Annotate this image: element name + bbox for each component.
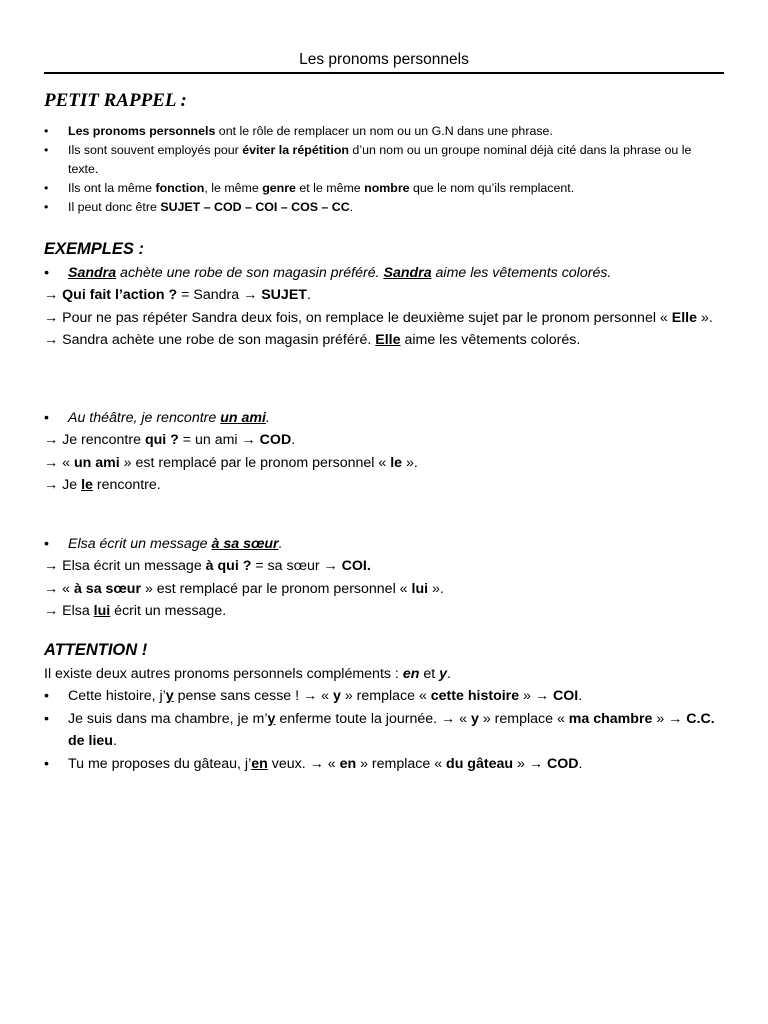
arrow-icon: → — [44, 580, 59, 597]
attention-section — [44, 663, 724, 775]
arrow-icon: → — [44, 454, 59, 471]
rappel-item: • Ils ont la même fonction, le même genre et le même nombre que le nom qu’ils remplacent. — [44, 179, 724, 198]
example-sentence: • Sandra achète une robe de son magasin préféré. Sandra aime les vêtements colorés. — [44, 262, 724, 284]
example-arrow-line: → Sandra achète une robe de son magasin préféré. Elle aime les vêtements colorés. — [44, 332, 581, 349]
title-underline — [44, 72, 724, 74]
arrow-icon: → — [44, 477, 59, 494]
rappel-heading: PETIT RAPPEL : — [44, 90, 187, 111]
example-ami — [44, 407, 724, 497]
example-arrow-line: → « un ami » est remplacé par le pronom personnel « le ». — [44, 454, 418, 471]
example-sandra — [44, 262, 724, 352]
arrow-icon: → — [243, 287, 258, 304]
example-arrow-line: → Elsa lui écrit un message. — [44, 603, 227, 620]
arrow-icon: → — [534, 688, 550, 705]
arrow-icon: → — [44, 558, 59, 575]
example-sentence: • Elsa écrit un message à sa sœur. — [44, 533, 724, 555]
arrow-icon: → — [44, 287, 59, 304]
attention-heading: ATTENTION ! — [44, 641, 148, 659]
exemples-heading: EXEMPLES : — [44, 240, 144, 258]
arrow-icon: → — [441, 710, 456, 727]
example-arrow-line: → « à sa sœur » est remplacé par le pronom personnel « lui ». — [44, 580, 444, 597]
example-arrow-line: → Pour ne pas répéter Sandra deux fois, on remplace le deuxième sujet par le pronom personnel « Elle ». — [44, 309, 713, 326]
arrow-icon: → — [44, 332, 59, 349]
attention-item: • Je suis dans ma chambre, je m’y enferme toute la journée. → « y » remplace « ma chambre » → C.C. de lieu. — [44, 708, 724, 753]
attention-item: • Tu me proposes du gâteau, j’en veux. → « en » remplace « du gâteau » → COD. — [44, 753, 724, 775]
example-sentence: • Au théâtre, je rencontre un ami. — [44, 407, 724, 429]
arrow-icon: → — [303, 688, 318, 705]
rappel-item: • Ils sont souvent employés pour éviter la répétition d’un nom ou un groupe nominal déjà cité dans la phrase ou le texte. — [44, 141, 724, 179]
rappel-list — [44, 122, 724, 217]
attention-item: • Cette histoire, j’y pense sans cesse ! → « y » remplace « cette histoire » → COI. — [44, 685, 724, 707]
arrow-icon: → — [323, 558, 338, 575]
example-arrow-line: → Je le rencontre. — [44, 477, 161, 494]
arrow-icon: → — [44, 432, 59, 449]
example-arrow-line: → Qui fait l’action ? = Sandra → SUJET. — [44, 287, 311, 304]
arrow-icon: → — [44, 309, 59, 326]
arrow-icon: → — [44, 603, 59, 620]
page-title: Les pronoms personnels — [299, 51, 469, 68]
rappel-item: • Il peut donc être SUJET – COD – COI – COS – CC. — [44, 198, 724, 217]
arrow-icon: → — [668, 710, 683, 727]
arrow-icon: → — [528, 755, 544, 772]
attention-intro: Il existe deux autres pronoms personnels compléments : en et y. — [44, 666, 451, 682]
example-soeur — [44, 533, 724, 623]
arrow-icon: → — [309, 755, 324, 772]
example-arrow-line: → Elsa écrit un message à qui ? = sa sœur → COI. — [44, 558, 371, 575]
arrow-icon: → — [241, 432, 256, 449]
rappel-item: • Les pronoms personnels ont le rôle de remplacer un nom ou un G.N dans une phrase. — [44, 122, 724, 141]
example-arrow-line: → Je rencontre qui ? = un ami → COD. — [44, 432, 296, 449]
